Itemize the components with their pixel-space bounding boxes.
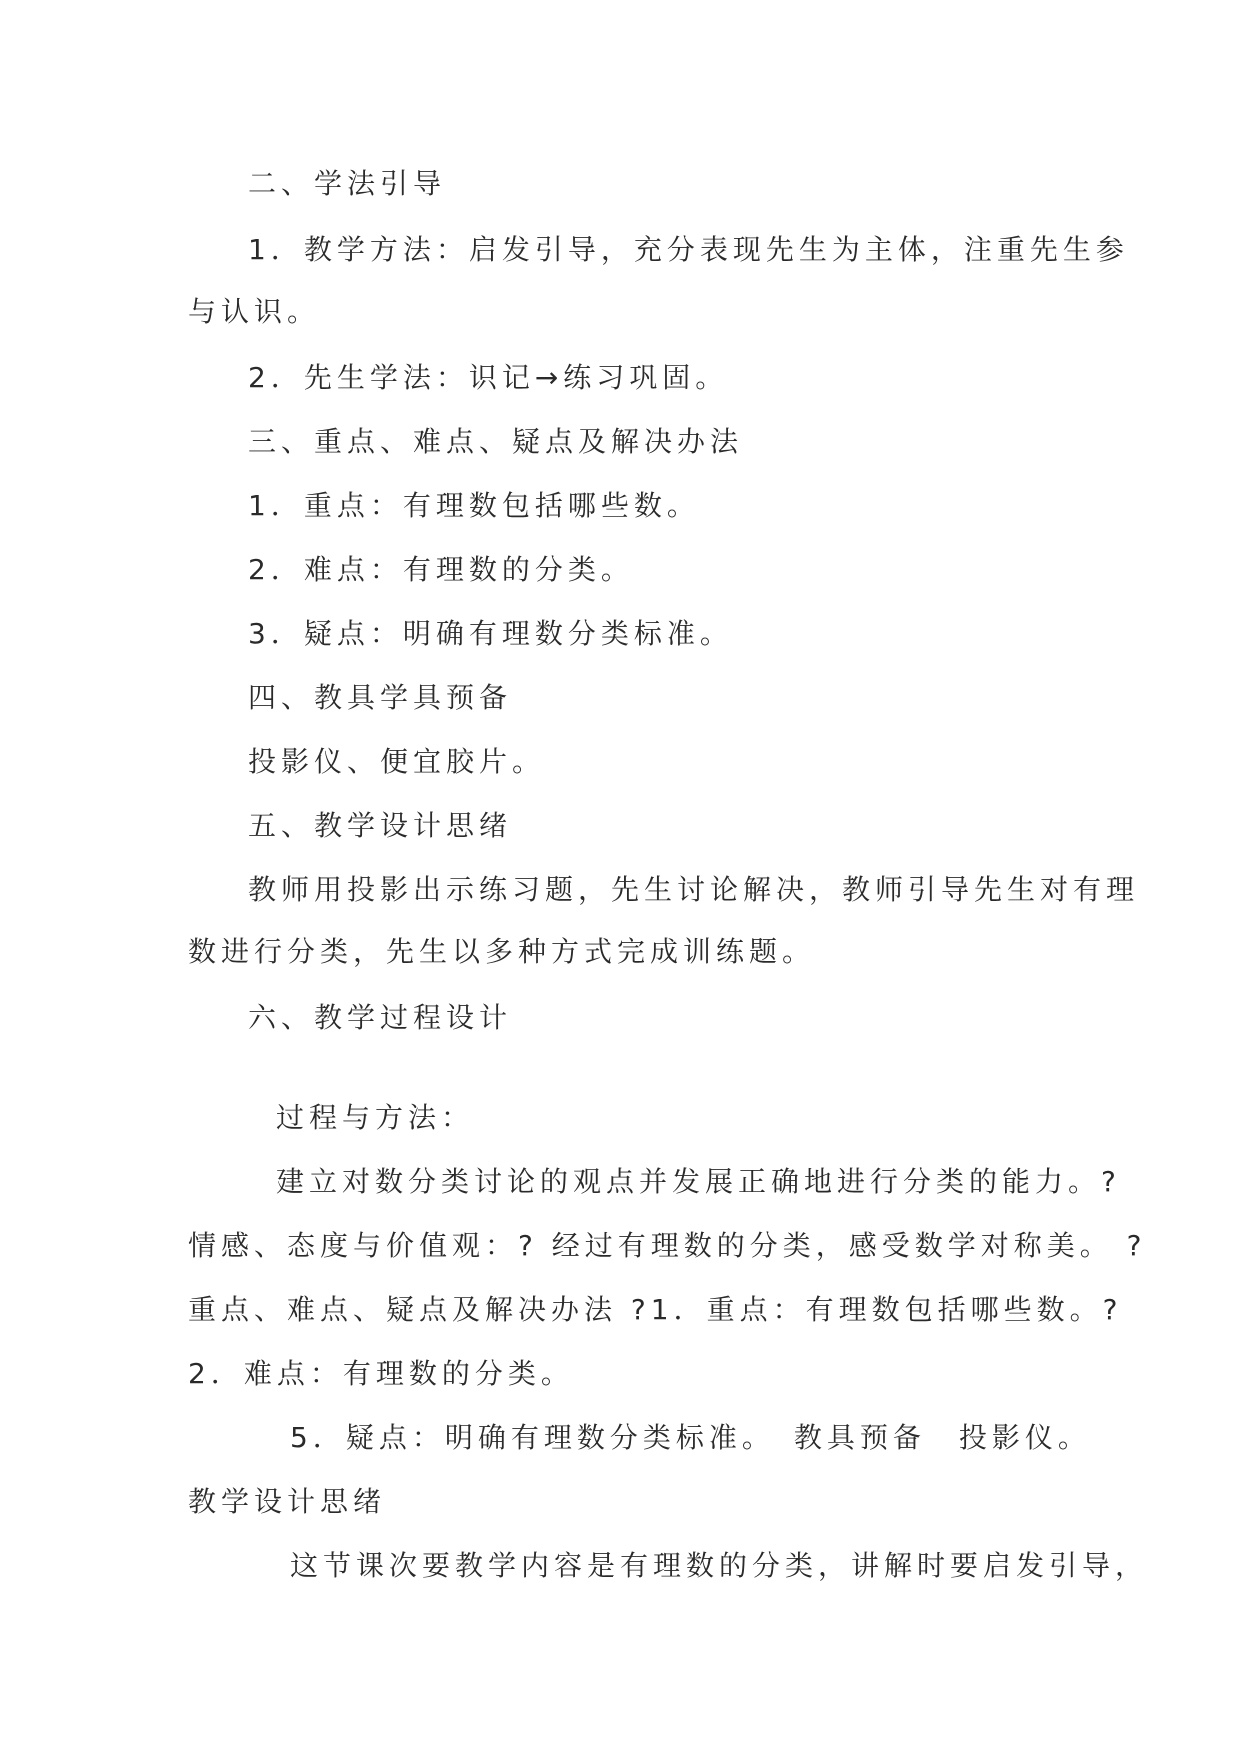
paragraph-line: 教学设计思绪: [188, 1485, 387, 1518]
section-heading-6: 六、教学过程设计: [248, 1001, 513, 1034]
paragraph-line: 重点、难点、疑点及解决办法 ?1．重点：有理数包括哪些数。?: [188, 1293, 1123, 1326]
paragraph-line: 2．先生学法：识记→练习巩固。: [248, 361, 729, 394]
paragraph-line: 1．重点：有理数包括哪些数。: [248, 489, 700, 522]
section-heading-3: 三、重点、难点、疑点及解决办法: [248, 425, 744, 458]
paragraph-line: 1．教学方法：启发引导，充分表现先生为主体，注重先生参: [248, 233, 1129, 266]
paragraph-line: 投影仪、便宜胶片。: [248, 745, 546, 778]
section-heading-2: 二、学法引导: [248, 167, 447, 200]
paragraph-line: 建立对数分类讨论的观点并发展正确地进行分类的能力。?: [276, 1165, 1121, 1198]
paragraph-line: 2．难点：有理数的分类。: [248, 553, 634, 586]
paragraph-line: 教师用投影出示练习题，先生讨论解决，教师引导先生对有理: [248, 873, 1140, 906]
paragraph-line: 这节课次要教学内容是有理数的分类，讲解时要启发引导，: [290, 1549, 1149, 1582]
section-heading-4: 四、教具学具预备: [248, 681, 513, 714]
section-heading-5: 五、教学设计思绪: [248, 809, 513, 842]
paragraph-line: 3．疑点：明确有理数分类标准。: [248, 617, 733, 650]
paragraph-line: 2．难点：有理数的分类。: [188, 1357, 574, 1390]
paragraph-line: 5．疑点：明确有理数分类标准。 教具预备 投影仪。: [290, 1421, 1091, 1454]
paragraph-line: 数进行分类，先生以多种方式完成训练题。: [188, 935, 816, 968]
paragraph-line: 情感、态度与价值观：? 经过有理数的分类，感受数学对称美。 ?: [188, 1229, 1147, 1262]
subheading-process-method: 过程与方法：: [276, 1101, 475, 1134]
paragraph-line: 与认识。: [188, 295, 321, 328]
